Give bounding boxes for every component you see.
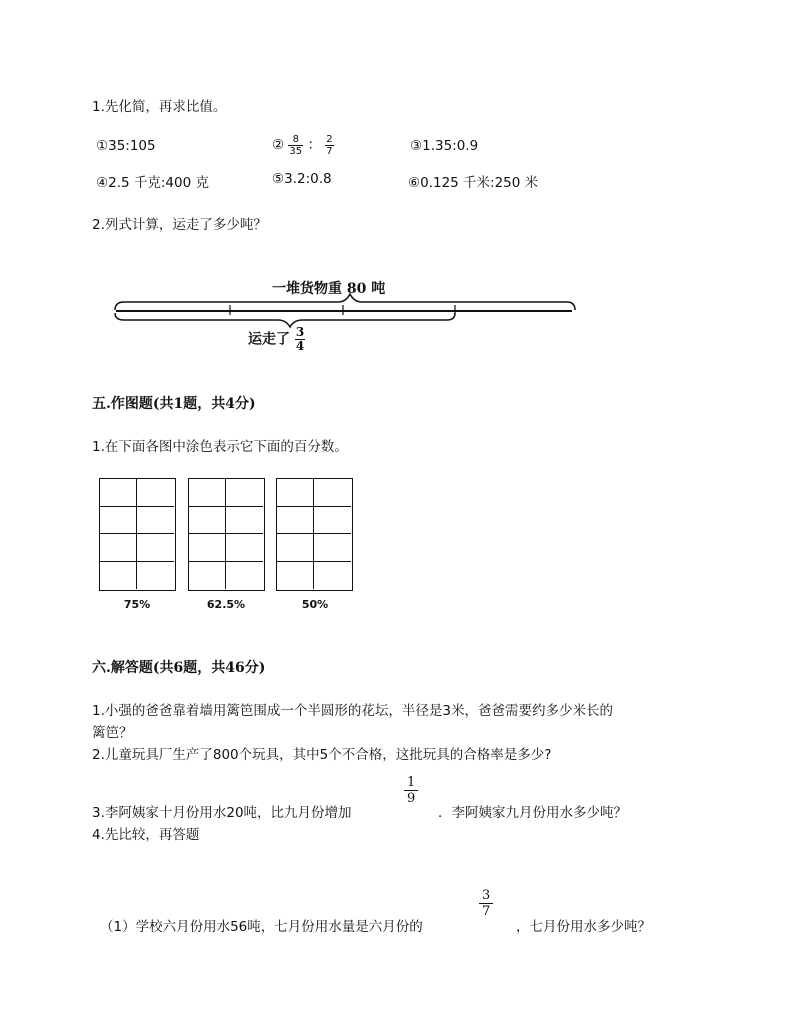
grid-cell[interactable] (314, 562, 351, 590)
grid-label: 50% (301, 598, 329, 611)
grid-cell[interactable] (137, 562, 174, 590)
section-6-q4: 4.先比较，再答题 (92, 827, 200, 843)
grid-cell[interactable] (100, 507, 137, 535)
total-weight-label: 一堆货物重 80 吨 (272, 281, 386, 297)
q1-item-2 (272, 133, 334, 157)
section-6-q4-sub-part2: ，七月份用水多少吨？ (516, 919, 651, 935)
q1-item-5 (272, 171, 332, 187)
grid-cell[interactable] (189, 534, 226, 562)
grid-cell[interactable] (314, 479, 351, 507)
fraction-denominator: 7 (482, 904, 491, 919)
q1-item-4 (96, 171, 209, 191)
grid-cell[interactable] (314, 507, 351, 535)
item-text: 2.5 千克:400 克 (108, 175, 209, 191)
q4-sub-fraction (479, 888, 493, 919)
item-marker: ⑤ (272, 171, 285, 187)
ratio-separator: ： (307, 137, 321, 153)
item-marker: ④ (96, 175, 109, 191)
section-6-q3-part2: ．李阿姨家九月份用水多少吨？ (438, 805, 627, 821)
grid-label: 62.5% (206, 598, 246, 611)
item-text: 35:105 (108, 138, 156, 154)
fraction-denominator: 35 (289, 145, 303, 157)
grid-cell[interactable] (100, 534, 137, 562)
grid-cell[interactable] (226, 534, 263, 562)
percent-grid (188, 478, 265, 591)
bottom-brace (115, 313, 455, 327)
fraction-numerator: 1 (404, 775, 418, 791)
grid-cell[interactable] (277, 479, 314, 507)
grid-cell[interactable] (314, 534, 351, 562)
fraction-denominator: 9 (407, 791, 416, 806)
fraction-numerator: 2 (326, 133, 333, 145)
grid-cell[interactable] (100, 479, 137, 507)
grid-cell[interactable] (226, 562, 263, 590)
item-marker: ① (96, 138, 109, 154)
grid-cell[interactable] (189, 562, 226, 590)
fraction-denominator: 4 (295, 339, 305, 353)
item-marker: ⑥ (408, 175, 421, 191)
grid-cell[interactable] (137, 507, 174, 535)
section-6-q2: 2.儿童玩具厂生产了800个玩具，其中5个不合格，这批玩具的合格率是多少? (92, 747, 552, 763)
section-6-heading: 六.解答题(共6题，共46分) (92, 660, 266, 676)
grid-cell[interactable] (226, 479, 263, 507)
grid-cell[interactable] (189, 479, 226, 507)
grid-cell[interactable] (137, 534, 174, 562)
q1-item-3 (410, 138, 478, 154)
fraction-denominator: 7 (326, 145, 333, 157)
item-text: 0.125 千米:250 米 (420, 175, 539, 191)
item-text: 1.35:0.9 (422, 138, 479, 154)
transported-label (248, 326, 305, 353)
transported-text: 运走了 (248, 331, 290, 348)
brace-diagram (112, 270, 582, 360)
section-6-q1-line2: 篱笆？ (92, 725, 133, 741)
fraction (288, 134, 303, 157)
grid-cell[interactable] (226, 507, 263, 535)
q2-title: 2.列式计算，运走了多少吨？ (92, 217, 267, 233)
percent-grid (99, 478, 176, 591)
item-marker: ③ (410, 138, 423, 154)
q3-fraction (404, 775, 418, 806)
item-marker: ② (272, 137, 285, 153)
section-5-heading: 五.作图题(共1题，共4分) (92, 396, 256, 412)
grid-label: 75% (123, 598, 151, 611)
section-5-q1: 1.在下面各图中涂色表示它下面的百分数。 (92, 439, 348, 455)
section-6-q1-line1: 1.小强的爸爸靠着墙用篱笆围成一个半圆形的花坛，半径是3米，爸爸需要约多少米长的 (92, 703, 613, 719)
grid-cell[interactable] (189, 507, 226, 535)
grid-cell[interactable] (277, 562, 314, 590)
fraction-numerator: 3 (479, 888, 493, 904)
grid-cell[interactable] (277, 534, 314, 562)
item-text: 3.2:0.8 (284, 171, 332, 187)
percent-grid (276, 478, 353, 591)
q1-title: 1.先化简，再求比值。 (92, 99, 227, 115)
fraction-numerator: 3 (295, 325, 305, 339)
grid-cell[interactable] (100, 562, 137, 590)
section-6-q3-part1: 3.李阿姨家十月份用水20吨，比九月份增加 (92, 805, 352, 821)
fraction (325, 134, 333, 157)
grid-cell[interactable] (137, 479, 174, 507)
section-6-q4-sub-part1: （1）学校六月份用水56吨，七月份用水量是六月份的 (100, 919, 423, 935)
q1-item-1 (96, 138, 156, 154)
q1-item-6 (408, 171, 538, 191)
fraction-numerator: 8 (288, 134, 303, 146)
fraction (295, 326, 305, 353)
grid-cell[interactable] (277, 507, 314, 535)
